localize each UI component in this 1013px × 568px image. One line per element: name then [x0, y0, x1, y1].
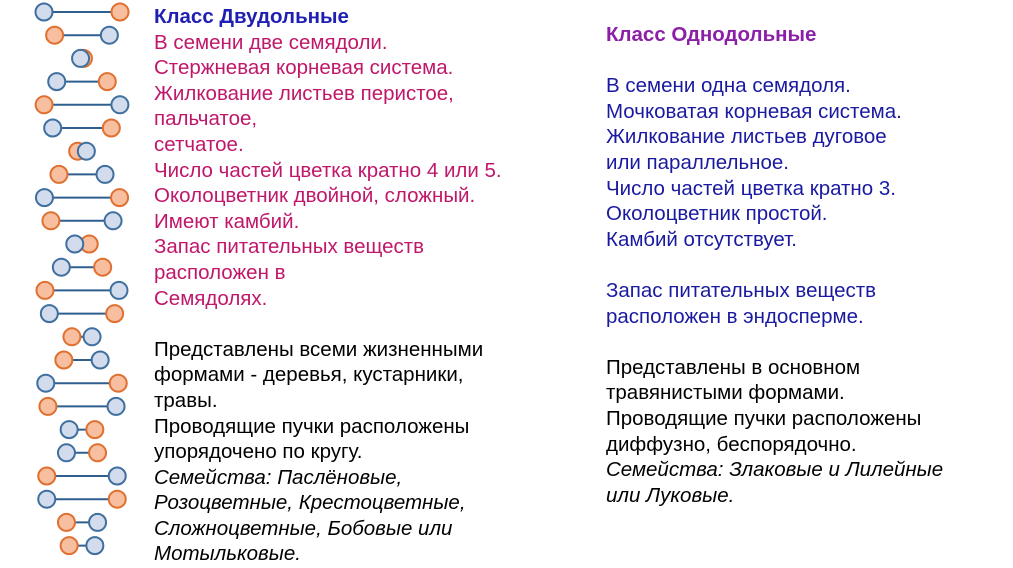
dicots-note: формами - деревья, кустарники, — [154, 363, 464, 387]
dna-node-blue — [89, 514, 106, 531]
dicots-column — [154, 4, 502, 567]
dicots-note: упорядочено по кругу. — [154, 440, 363, 464]
dna-node-orange — [94, 259, 111, 276]
monocots-trait: Число частей цветка кратно 3. — [606, 176, 896, 200]
dna-node-orange — [36, 282, 53, 299]
dna-node-blue — [44, 120, 61, 137]
dicots-families: Семейства: Паслёновые, — [154, 465, 403, 489]
dna-node-orange — [106, 305, 123, 322]
dna-node-orange — [89, 444, 106, 461]
dna-node-blue — [41, 305, 58, 322]
spacer — [606, 252, 943, 278]
monocots-families: Семейства: Злаковые и Лилейные — [606, 458, 944, 482]
dna-node-blue — [78, 143, 95, 160]
dicots-title: Класс Двудольные — [154, 5, 349, 28]
monocots-title: Класс Однодольные — [606, 23, 817, 46]
dna-node-blue — [36, 189, 53, 206]
monocots-note: травянистыми формами. — [606, 381, 845, 405]
monocots-trait: или параллельное. — [606, 150, 789, 174]
dna-node-blue — [53, 259, 70, 276]
dna-node-orange — [58, 514, 75, 531]
dicots-trait: Имеют камбий. — [154, 209, 300, 233]
dicots-trait: Запас питательных веществ — [154, 235, 425, 259]
dna-node-orange — [112, 4, 129, 21]
dna-node-blue — [58, 444, 75, 461]
dna-helix-decoration — [0, 0, 150, 568]
monocots-trait: Жилкование листьев дуговое — [606, 125, 887, 149]
dna-node-orange — [61, 537, 78, 554]
dna-node-blue — [61, 421, 78, 438]
dicots-trait: Околоцветник двойной, сложный. — [154, 184, 476, 208]
monocots-trait: Камбий отсутствует. — [606, 227, 797, 251]
dna-node-blue — [108, 398, 125, 415]
dicots-trait: Число частей цветка кратно 4 или 5. — [154, 158, 502, 182]
dna-node-blue — [111, 96, 128, 113]
monocots-note: Представлены в основном — [606, 355, 861, 379]
dicots-families: Розоцветные, Крестоцветные, — [154, 491, 466, 515]
dicots-trait: расположен в — [154, 260, 286, 284]
dna-node-orange — [42, 212, 59, 229]
dna-node-blue — [37, 375, 54, 392]
monocots-column — [606, 22, 943, 508]
dna-node-blue — [92, 352, 109, 369]
dna-node-orange — [46, 27, 63, 44]
dicots-families: Мотыльковые. — [154, 542, 301, 566]
monocots-note: Проводящие пучки расположены — [606, 406, 922, 430]
dicots-families: Сложноцветные, Бобовые или — [154, 516, 453, 540]
dicots-trait: В семени две семядоли. — [154, 30, 388, 54]
dna-node-orange — [63, 328, 80, 345]
dna-node-blue — [36, 4, 53, 21]
monocots-trait: Мочковатая корневая система. — [606, 99, 902, 123]
dicots-note: травы. — [154, 388, 218, 412]
spacer — [154, 311, 502, 337]
dicots-trait: Жилкование листьев перистое, — [154, 81, 454, 105]
dicots-note: Представлены всеми жизненными — [154, 337, 484, 361]
dna-node-blue — [86, 537, 103, 554]
monocots-families: или Луковые. — [606, 483, 735, 507]
dna-node-orange — [36, 96, 53, 113]
dna-node-orange — [39, 398, 56, 415]
dna-node-orange — [111, 189, 128, 206]
monocots-note: диффузно, беспорядочно. — [606, 432, 857, 456]
dna-node-blue — [48, 73, 65, 90]
dicots-trait: сетчатое. — [154, 132, 244, 156]
dna-node-blue — [84, 328, 101, 345]
dna-node-blue — [97, 166, 114, 183]
dna-node-blue — [66, 236, 83, 253]
dna-node-orange — [38, 468, 55, 485]
dna-node-blue — [105, 212, 122, 229]
spacer — [606, 48, 943, 74]
dna-node-blue — [101, 27, 118, 44]
dna-node-blue — [72, 50, 89, 67]
dicots-trait: Стержневая корневая система. — [154, 56, 454, 80]
dicots-trait: Семядолях. — [154, 286, 268, 310]
dna-node-orange — [110, 375, 127, 392]
dna-node-blue — [111, 282, 128, 299]
dicots-note: Проводящие пучки расположены — [154, 414, 470, 438]
monocots-trait: В семени одна семядоля. — [606, 74, 851, 98]
dna-node-orange — [86, 421, 103, 438]
dna-node-blue — [109, 468, 126, 485]
monocots-storage: расположен в эндосперме. — [606, 304, 864, 328]
dna-node-orange — [50, 166, 67, 183]
dicots-trait: пальчатое, — [154, 107, 258, 131]
monocots-trait: Околоцветник простой. — [606, 202, 828, 226]
monocots-storage: Запас питательных веществ — [606, 278, 877, 302]
dna-node-blue — [38, 491, 55, 508]
dna-node-orange — [103, 120, 120, 137]
dna-node-orange — [99, 73, 116, 90]
dna-node-orange — [109, 491, 126, 508]
spacer — [606, 329, 943, 355]
dna-node-orange — [55, 352, 72, 369]
